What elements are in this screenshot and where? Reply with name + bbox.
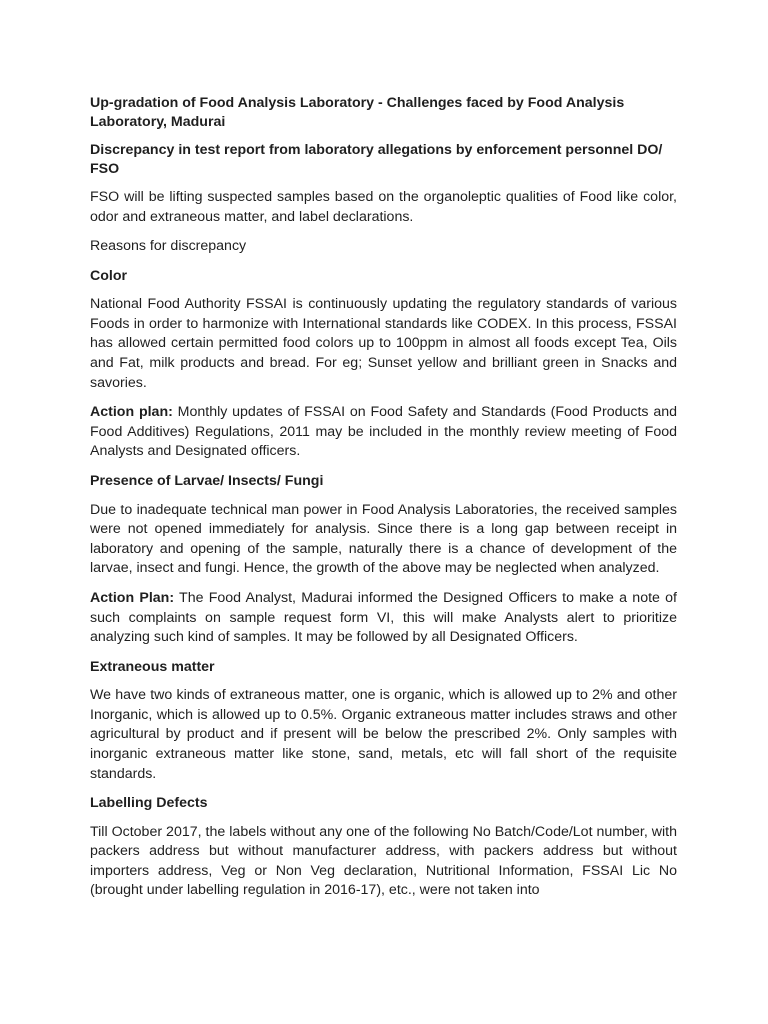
section-heading-labelling: Labelling Defects [90,795,208,812]
document-subtitle: Discrepancy in test report from laboratory allegations by enforcement personnel DO/ FSO [90,142,663,177]
larvae-paragraph: Due to inadequate technical man power in Food Analysis Laboratories, the received samples were not opened immediately for analysis. Since there is a long gap between receipt in laboratory and opening of the sample, naturally there is a chance of development of the larvae, insect and fungi. Hence, the growth of the above may be neglected when analyzed. [90,501,677,577]
larvae-action-plan [90,589,677,648]
action-plan-text: Monthly updates of FSSAI on Food Safety and Standards (Food Products and Food Additives) Regulations, 2011 may be included in the monthly review meeting of Food Analysts and Designated officers. [90,404,678,460]
section-heading-color: Color [90,267,128,284]
action-plan-label: Action plan: [90,404,173,421]
reasons-label: Reasons for discrepancy [90,238,247,255]
action-plan-text: The Food Analyst, Madurai informed the Designed Officers to make a note of such complaints on sample request form VI, this will make Analysts alert to prioritize analyzing such kind of samples. It may be followed by all Designated Officers. [90,589,677,646]
intro-paragraph: FSO will be lifting suspected samples based on the organoleptic qualities of Food like color, odor and extraneous matter, and label declarations. [90,189,677,225]
color-action-plan [90,403,677,462]
document-title: Up-gradation of Food Analysis Laboratory - Challenges faced by Food Analysis Laboratory, Madurai [90,95,625,130]
action-plan-label: Action Plan: [90,589,175,606]
section-heading-larvae: Presence of Larvae/ Insects/ Fungi [90,473,324,490]
section-heading-extraneous: Extraneous matter [90,658,215,675]
color-paragraph: National Food Authority FSSAI is continuously updating the regulatory standards of various Foods in order to harmonize with International standards like CODEX. In this process, FSSAI has allowed certain permitted food colors up to 100ppm in almost all foods except Tea, Oils and Fat, milk products and bread. For eg; Sunset yellow and brilliant green in Snacks and savories. [90,296,677,391]
extraneous-paragraph: We have two kinds of extraneous matter, one is organic, which is allowed up to 2% and other Inorganic, which is allowed up to 0.5%. Organic extraneous matter includes straws and other agricultural by product and if present will be below the prescribed 2%. Only samples with inorganic extraneous matter like stone, sand, metals, etc will fall short of the requisite standards. [90,687,677,782]
labelling-paragraph: Till October 2017, the labels without any one of the following No Batch/Code/Lot number, with packers address but without manufacturer address, with packers address but without importers address, Veg or Non Veg declaration, Nutritional Information, FSSAI Lic No (brought under labelling regulation in 2016-17), etc., were not taken into [90,823,677,899]
document-page [90,94,677,911]
